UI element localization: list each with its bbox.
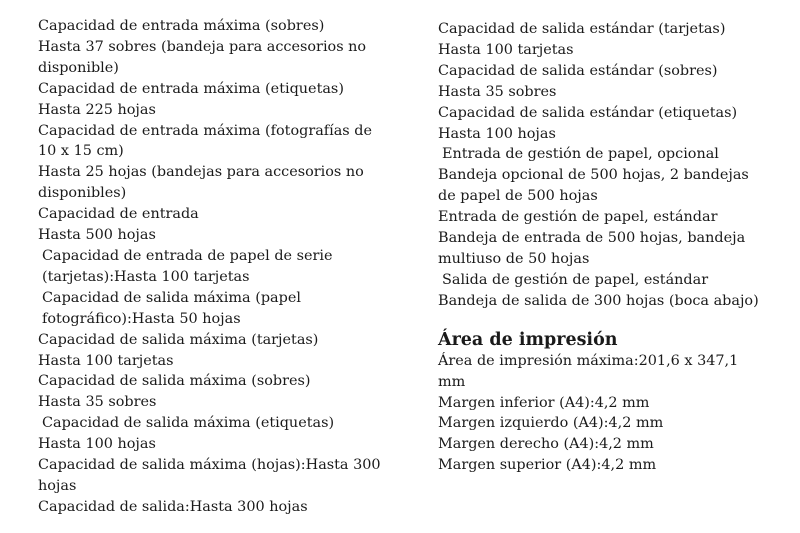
spec-line: Hasta 100 tarjetas <box>438 41 574 58</box>
spec-line: Capacidad de salida máxima (papel fotográfico):Hasta 50 hojas <box>42 289 301 327</box>
spec-line: Hasta 100 hojas <box>438 125 556 142</box>
left-spec-column <box>38 16 383 518</box>
right-spec-column <box>438 19 768 476</box>
spec-line: Capacidad de salida estándar (sobres) <box>438 62 718 79</box>
spec-line: Hasta 35 sobres <box>438 83 557 100</box>
spec-line: Capacidad de entrada máxima (fotografías de 10 x 15 cm) <box>38 122 372 160</box>
spec-line: Capacidad de salida máxima (hojas):Hasta 300 hojas <box>38 457 381 494</box>
spec-line: Capacidad de salida estándar (etiquetas) <box>438 104 738 121</box>
spec-line: Hasta 500 hojas <box>38 227 156 244</box>
spec-line: Bandeja opcional de 500 hojas, 2 bandejas de papel de 500 hojas <box>438 167 749 205</box>
print-area-line: Margen superior (A4):4,2 mm <box>438 457 657 474</box>
spec-line: Hasta 37 sobres (bandeja para accesorios no disponible) <box>38 38 367 76</box>
spec-line: Capacidad de entrada máxima (sobres) <box>38 18 325 34</box>
spec-line: Hasta 100 hojas <box>38 436 156 453</box>
print-area-line: Margen izquierdo (A4):4,2 mm <box>438 415 664 432</box>
spec-line: Hasta 225 hojas <box>38 101 156 118</box>
print-area-line: Área de impresión máxima:201,6 x 347,1 mm <box>438 352 739 390</box>
spec-line: Capacidad de entrada máxima (etiquetas) <box>38 80 344 97</box>
print-area-heading: Área de impresión <box>438 329 618 350</box>
spec-line: Capacidad de salida estándar (tarjetas) <box>438 21 726 37</box>
print-area-line: Margen derecho (A4):4,2 mm <box>438 436 654 453</box>
spec-line: Hasta 100 tarjetas <box>38 352 174 369</box>
spec-line: Bandeja de salida de 300 hojas (boca abajo) <box>438 292 759 309</box>
spec-line: Entrada de gestión de papel, opcional <box>442 146 719 163</box>
spec-line: Hasta 35 sobres <box>38 394 157 411</box>
spec-line: Capacidad de salida máxima (etiquetas) <box>42 415 335 432</box>
spec-line: Capacidad de salida:Hasta 300 hojas <box>38 498 308 515</box>
spec-line: Capacidad de salida máxima (sobres) <box>38 373 311 390</box>
spec-line: Hasta 25 hojas (bandejas para accesorios no disponibles) <box>38 164 364 202</box>
spec-line: Capacidad de entrada <box>38 206 199 223</box>
spec-line: Salida de gestión de papel, estándar <box>442 271 709 288</box>
spec-line: Capacidad de salida máxima (tarjetas) <box>38 331 319 348</box>
print-area-line: Margen inferior (A4):4,2 mm <box>438 394 650 411</box>
spec-line: Capacidad de entrada de papel de serie (tarjetas):Hasta 100 tarjetas <box>42 247 333 285</box>
spec-line: Entrada de gestión de papel, estándar <box>438 209 718 226</box>
spec-line: Bandeja de entrada de 500 hojas, bandeja multiuso de 50 hojas <box>438 230 746 267</box>
